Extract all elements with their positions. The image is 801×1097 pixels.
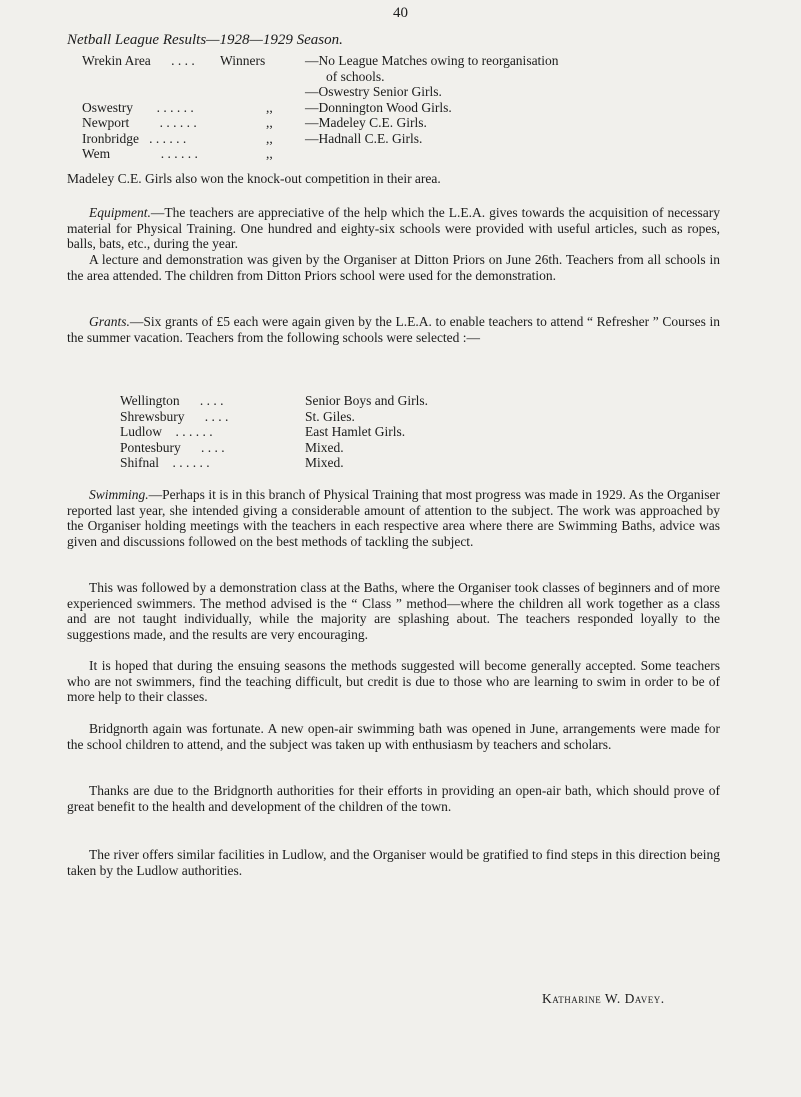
leader-dots: . . . . [199, 393, 224, 408]
winner-text: —Madeley C.E. Girls. [305, 115, 427, 130]
spacer [82, 84, 262, 100]
netball-area-row [82, 115, 262, 131]
spacer [266, 69, 306, 85]
page-number: 40 [393, 5, 408, 21]
netball-heading [67, 33, 343, 49]
town-name: Pontesbury [120, 439, 181, 455]
area-name: Newport [82, 115, 130, 130]
school-name: Mixed. [305, 455, 344, 470]
lecture-paragraph: A lecture and demonstration was given by the Organiser at Ditton Priors on June 26th. Teachers from all schools in the area attended. The children from Ditton Priors school were used for the demonstration. [67, 252, 720, 283]
winner-text: —Oswestry Senior Girls. [305, 84, 442, 99]
river-paragraph: The river offers similar facilities in Ludlow, and the Organiser would be gratified to find steps in this direction being taken by the Ludlow authorities. [67, 847, 720, 878]
spacer [82, 69, 262, 85]
town-name: Shrewsbury [120, 408, 185, 424]
winners-label: Winners [220, 53, 266, 68]
leader-dots: . . . . . . [159, 115, 197, 130]
thanks-paragraph: Thanks are due to the Bridgnorth authorities for their efforts in providing an open-air bath, which should prove of great benefit to the health and development of the children of the town. [67, 783, 720, 814]
grants-paragraph [67, 314, 720, 345]
town-name: Shifnal [120, 455, 159, 470]
ditto-mark: ,, [266, 115, 273, 130]
ditto-mark: ,, [266, 99, 273, 115]
netball-area-row [82, 146, 262, 162]
result-text: —No League Matches owing to reorganisation [305, 53, 559, 68]
leader-dots: . . . . . . [175, 424, 213, 439]
demonstration-paragraph: This was followed by a demonstration class at the Baths, where the Organiser took classes of beginners and of more experienced swimmers. The method advised is the “ Class ” method—where the children all work together as a class and are not taught individually, while the majority are splashing about. The teachers responded loyally to the suggestions made, and the results are very encouraging. [67, 580, 720, 642]
netball-area-row [82, 100, 262, 116]
leader-dots: . . . . [201, 439, 225, 455]
school-name: East Hamlet Girls. [305, 424, 406, 439]
winner-text: —Hadnall C.E. Girls. [305, 130, 423, 146]
area-name: Wem [82, 146, 111, 161]
swimming-text: —Perhaps it is in this branch of Physical Training that most progress was made in 1929. As the Organiser reported last year, she intended giving a considerable amount of attention to the subject. The work was approached by the Organiser holding meetings with the teachers in each respective area where there are Swimming Baths, advice was given and discussions followed on the best methods of tackling the subject. [67, 487, 720, 549]
signature: Katharine W. Davey. [542, 991, 665, 1006]
town-name: Ludlow [120, 424, 162, 439]
netball-title: Netball League Results [67, 32, 207, 48]
result-text-continued: of schools. [326, 68, 385, 84]
equipment-paragraph [67, 205, 720, 252]
leader-dots: . . . . . . [172, 455, 210, 470]
school-name: Mixed. [305, 439, 344, 455]
school-name: Senior Boys and Girls. [305, 393, 428, 408]
leader-dots: . . . . [171, 53, 195, 68]
area-name: Wrekin Area [82, 53, 151, 68]
spacer [266, 84, 306, 100]
netball-season: —1928—1929 Season. [206, 32, 343, 48]
bridgnorth-paragraph: Bridgnorth again was fortunate. A new open-air swimming bath was opened in June, arrangements were made for the school children to attend, and the subject was taken up with enthusiasm by teachers and scholars. [67, 721, 720, 752]
netball-area-column [82, 53, 262, 162]
grants-heading: Grants. [89, 314, 130, 329]
list-item [120, 393, 590, 409]
area-name: Oswestry [82, 99, 133, 115]
netball-area-row [82, 131, 262, 147]
ditto-mark: ,, [266, 130, 273, 146]
leader-dots: . . . . . . [149, 130, 187, 146]
swimming-heading: Swimming. [89, 487, 149, 502]
list-item [120, 409, 590, 425]
leader-dots: . . . . . . [156, 99, 194, 115]
knockout-paragraph: Madeley C.E. Girls also won the knock-out competition in their area. [67, 171, 441, 186]
leader-dots: . . . . . . [160, 146, 198, 161]
area-name: Ironbridge [82, 130, 139, 146]
netball-results-column [305, 53, 715, 146]
winner-text: —Donnington Wood Girls. [305, 99, 452, 115]
list-item [120, 424, 590, 440]
list-item [120, 440, 590, 456]
grants-text: —Six grants of £5 each were again given by the L.E.A. to enable teachers to attend “ Refresher ” Courses in the summer vacation. Teachers from the following schools were selected :— [67, 314, 720, 345]
grants-school-list [120, 393, 590, 471]
ditto-mark: ,, [266, 146, 273, 161]
hoped-paragraph: It is hoped that during the ensuing seasons the methods suggested will become generally accepted. Some teachers who are not swimmers, find the teaching difficult, but credit is due to those who are learning to swim in order to be of more help to their classes. [67, 658, 720, 704]
swimming-paragraph [67, 487, 720, 549]
netball-winners-column [220, 53, 306, 162]
leader-dots: . . . . [204, 408, 229, 424]
town-name: Wellington [120, 393, 180, 408]
equipment-heading: Equipment. [89, 205, 151, 220]
list-item [120, 455, 590, 471]
school-name: St. Giles. [305, 408, 355, 424]
equipment-text: —The teachers are appreciative of the help which the L.E.A. gives towards the acquisition of necessary material for Physical Training. One hundred and eighty-six schools were provided with useful articles, such as ropes, balls, bats, etc., during the year. [67, 205, 720, 251]
